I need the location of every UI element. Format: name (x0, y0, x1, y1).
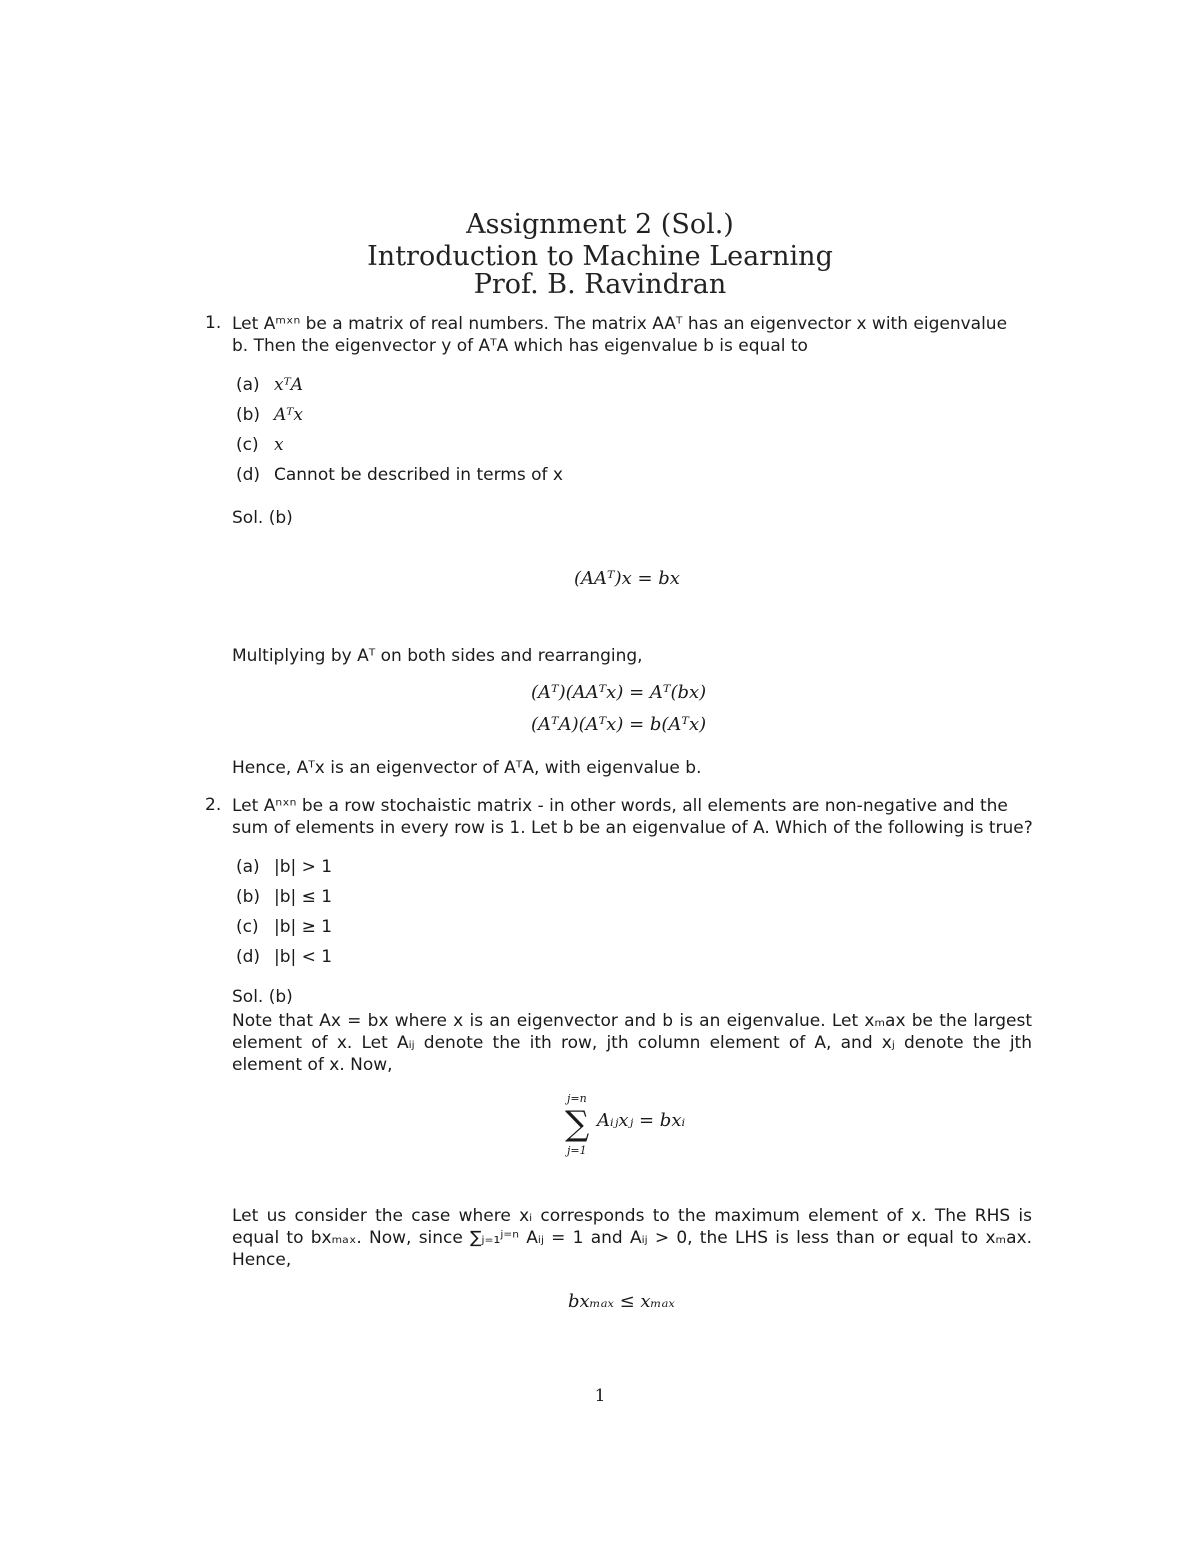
option-label: (d) (236, 465, 261, 485)
summation-equation (565, 1092, 705, 1162)
sum-symbol: ∑ (565, 1104, 590, 1144)
question-2-stem-line-2: sum of elements in every row is 1. Let b be an eigenvalue of A. Which of the following is true? (232, 818, 1033, 838)
question-2-option-c (236, 917, 332, 937)
option-text: |b| > 1 (274, 857, 333, 877)
question-2-option-d (236, 947, 332, 967)
sum-upper-limit: j=n (567, 1092, 587, 1105)
sum-lower-limit: j=1 (567, 1144, 587, 1157)
question-1-option-d (236, 465, 563, 485)
question-2-number: 2. (205, 795, 222, 815)
question-1-stem-line-1: Let Aᵐˣⁿ be a matrix of real numbers. The matrix AAᵀ has an eigenvector x with eigenvalue (232, 314, 1008, 334)
course-title: Introduction to Machine Learning (367, 241, 833, 272)
option-label: (a) (236, 375, 260, 395)
option-text: |b| < 1 (274, 947, 333, 967)
question-2-consider-text: Let us consider the case where xᵢ corresponds to the maximum element of x. The RHS is equal to bxₘₐₓ. Now, since ∑ⱼ₌₁ʲ⁼ⁿ Aᵢⱼ = 1 and Aᵢⱼ > 0, the LHS is less than or equal to xₘax. Hence, (232, 1206, 1032, 1270)
option-text: |b| ≤ 1 (274, 887, 333, 907)
option-text: x (274, 435, 284, 455)
question-2-option-a (236, 857, 332, 877)
question-1-option-b (236, 405, 303, 425)
option-label: (b) (236, 405, 261, 425)
option-text: |b| ≥ 1 (274, 917, 333, 937)
instructor-name: Prof. B. Ravindran (473, 269, 727, 300)
option-text: xᵀA (274, 375, 304, 395)
question-1-number: 1. (205, 313, 222, 333)
question-1-equation-1: (AAᵀ)x = bx (574, 568, 680, 589)
question-2-option-b (236, 887, 332, 907)
sum-body: Aᵢⱼxⱼ = bxᵢ (597, 1110, 686, 1131)
question-2-note: Note that Ax = bx where x is an eigenvector and b is an eigenvalue. Let xₘax be the largest element of x. Let Aᵢⱼ denote the ith row, jth column element of A, and xⱼ denote the jth element of x. Now, (232, 1011, 1032, 1075)
option-label: (d) (236, 947, 261, 967)
option-text: Aᵀx (274, 405, 304, 425)
question-2-final-inequality: bxₘₐₓ ≤ xₘₐₓ (568, 1291, 675, 1312)
question-1-multiplying-text: Multiplying by Aᵀ on both sides and rearranging, (232, 646, 643, 666)
option-label: (b) (236, 887, 261, 907)
option-label: (c) (236, 435, 259, 455)
question-1-option-a (236, 375, 303, 395)
question-1-equation-2: (Aᵀ)(AAᵀx) = Aᵀ(bx) (531, 682, 707, 703)
page-number: 1 (594, 1386, 606, 1406)
question-1-stem-line-2: b. Then the eigenvector y of AᵀA which has eigenvalue b is equal to (232, 336, 808, 356)
option-label: (a) (236, 857, 260, 877)
question-2-solution: Sol. (b) (232, 987, 293, 1007)
question-1-equation-3: (AᵀA)(Aᵀx) = b(Aᵀx) (531, 714, 707, 735)
option-text: Cannot be described in terms of x (274, 465, 563, 485)
option-label: (c) (236, 917, 259, 937)
question-1-conclusion: Hence, Aᵀx is an eigenvector of AᵀA, with eigenvalue b. (232, 758, 702, 778)
assignment-title: Assignment 2 (Sol.) (466, 209, 734, 240)
question-1-option-c (236, 435, 284, 455)
question-1-solution: Sol. (b) (232, 508, 293, 528)
question-2-stem-line-1: Let Aⁿˣⁿ be a row stochaistic matrix - in other words, all elements are non-negative and the (232, 796, 1008, 816)
